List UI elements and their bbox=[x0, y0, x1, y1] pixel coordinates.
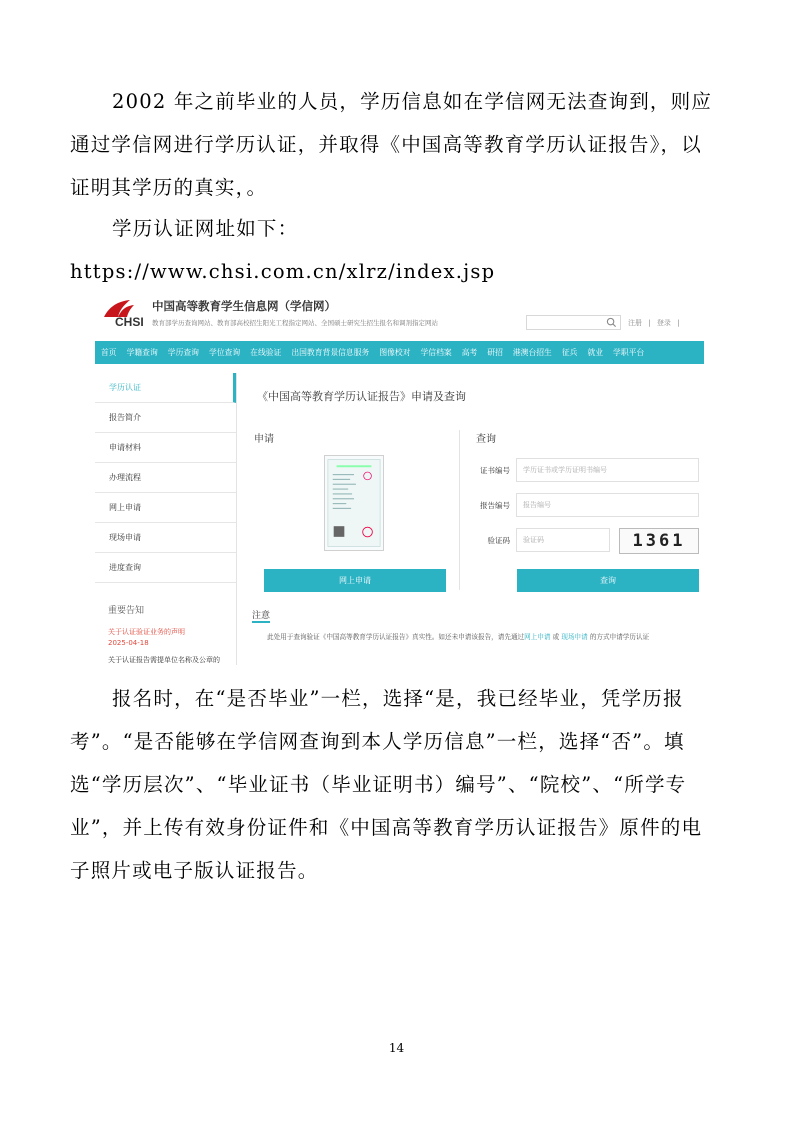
nav-item[interactable]: 学位查询 bbox=[208, 348, 241, 357]
notice-date: 2025-04-18 bbox=[108, 639, 149, 647]
register-link[interactable]: 注册 bbox=[628, 319, 642, 327]
nav-item[interactable]: 高考 bbox=[461, 348, 478, 357]
query-button[interactable]: 查询 bbox=[517, 569, 699, 592]
note-text-after: 的方式申请学历认证 bbox=[589, 633, 650, 641]
page-number: 14 bbox=[388, 1041, 405, 1055]
nav-item[interactable]: 学职平台 bbox=[613, 348, 645, 357]
sidebar-divider bbox=[236, 373, 237, 665]
report-number-input[interactable]: 报告编号 bbox=[516, 493, 699, 517]
note-text-or: 或 bbox=[552, 633, 560, 641]
sidebar-item-online-apply[interactable]: 网上申请 bbox=[95, 493, 236, 523]
sidebar bbox=[95, 373, 236, 583]
url-paragraph: 学历认证网址如下：https://www.chsi.com.cn/xlrz/index.jsp bbox=[70, 217, 496, 283]
note-text-before: 此处用于查询验证《中国高等教育学历认证报告》真实性。如还未申请该报告，请先通过 bbox=[267, 633, 525, 641]
cert-number-input[interactable]: 学历证书或学历证明书编号 bbox=[516, 458, 699, 482]
certificate-icon bbox=[325, 456, 383, 550]
sidebar-item-certification[interactable]: 学历认证 bbox=[95, 373, 236, 403]
online-apply-link[interactable]: 网上申请 bbox=[524, 633, 551, 641]
login-link[interactable]: 登录 bbox=[656, 319, 671, 327]
apply-title: 申请 bbox=[254, 434, 274, 445]
header-link-divider: | bbox=[677, 319, 680, 327]
search-icon[interactable] bbox=[606, 317, 617, 328]
site-title: 中国高等教育学生信息网（学信网） bbox=[152, 299, 336, 313]
nav-item[interactable]: 学历查询 bbox=[167, 348, 199, 357]
cert-number-label: 证书编号 bbox=[480, 466, 510, 475]
note-title: 注意 bbox=[252, 611, 271, 621]
header-link-divider: | bbox=[648, 319, 651, 327]
main-nav bbox=[95, 341, 704, 364]
captcha-image[interactable]: 1361 bbox=[619, 528, 699, 554]
nav-item[interactable]: 在线验证 bbox=[250, 348, 282, 357]
captcha-input[interactable]: 验证码 bbox=[516, 528, 610, 552]
sidebar-item-materials[interactable]: 申请材料 bbox=[95, 433, 236, 463]
column-divider bbox=[459, 430, 460, 590]
certificate-preview-image bbox=[324, 455, 384, 551]
instructions-paragraph: 报名时，在“是否毕业”一栏，选择“是，我已经毕业，凭学历报考”。“是否能够在学信网查询到本人学历信息”一栏，选择“否”。填选“学历层次”、“毕业证书（毕业证明书）编号”、“院校”、“所学专业”，并上传有效身份证件和《中国高等教育学历认证报告》原件的电子照片或电子版认证报告。 bbox=[70, 687, 703, 882]
report-number-label: 报告编号 bbox=[480, 501, 510, 510]
note-underline bbox=[252, 621, 270, 623]
notice-link[interactable]: 关于认证报告需提单位名称及公章的 bbox=[108, 656, 220, 664]
sidebar-item-process[interactable]: 办理流程 bbox=[95, 463, 236, 493]
nav-item[interactable]: 学信档案 bbox=[420, 348, 452, 357]
nav-item[interactable]: 研招 bbox=[487, 348, 503, 357]
notice-title: 重要告知 bbox=[108, 606, 145, 616]
notice-link[interactable]: 关于认证验证业务的声明 bbox=[108, 628, 185, 636]
site-subtitle: 教育部学历查询网站、教育部高校招生阳光工程指定网站、全国硕士研究生招生报名和调剂指定网站 bbox=[152, 319, 438, 327]
page-heading: 《中国高等教育学历认证报告》申请及查询 bbox=[257, 390, 466, 403]
nav-item[interactable]: 学籍查询 bbox=[126, 348, 158, 357]
query-title: 查询 bbox=[476, 434, 496, 445]
logo-text: CHSI bbox=[115, 315, 144, 329]
sidebar-item-onsite-apply[interactable]: 现场申请 bbox=[95, 523, 236, 553]
intro-paragraph: 2002 年之前毕业的人员，学历信息如在学信网无法查询到，则应通过学信网进行学历认证，并取得《中国高等教育学历认证报告》，以证明其学历的真实，。 bbox=[70, 90, 713, 199]
nav-item[interactable]: 首页 bbox=[101, 348, 117, 357]
nav-item[interactable]: 征兵 bbox=[561, 348, 578, 357]
nav-item[interactable]: 图像校对 bbox=[379, 348, 411, 357]
online-apply-button[interactable]: 网上申请 bbox=[264, 569, 446, 592]
captcha-label: 验证码 bbox=[487, 536, 510, 545]
search-input[interactable] bbox=[526, 315, 621, 330]
header-links bbox=[628, 318, 683, 328]
chsi-screenshot bbox=[95, 293, 704, 665]
sidebar-item-progress[interactable]: 进度查询 bbox=[95, 553, 236, 583]
onsite-apply-link[interactable]: 现场申请 bbox=[561, 633, 588, 641]
nav-item[interactable]: 出国教育背景信息服务 bbox=[291, 348, 370, 357]
nav-item[interactable]: 港澳台招生 bbox=[512, 348, 552, 357]
nav-item[interactable]: 就业 bbox=[587, 348, 604, 357]
sidebar-item-report-intro[interactable]: 报告简介 bbox=[95, 403, 236, 433]
note-text bbox=[267, 631, 649, 641]
